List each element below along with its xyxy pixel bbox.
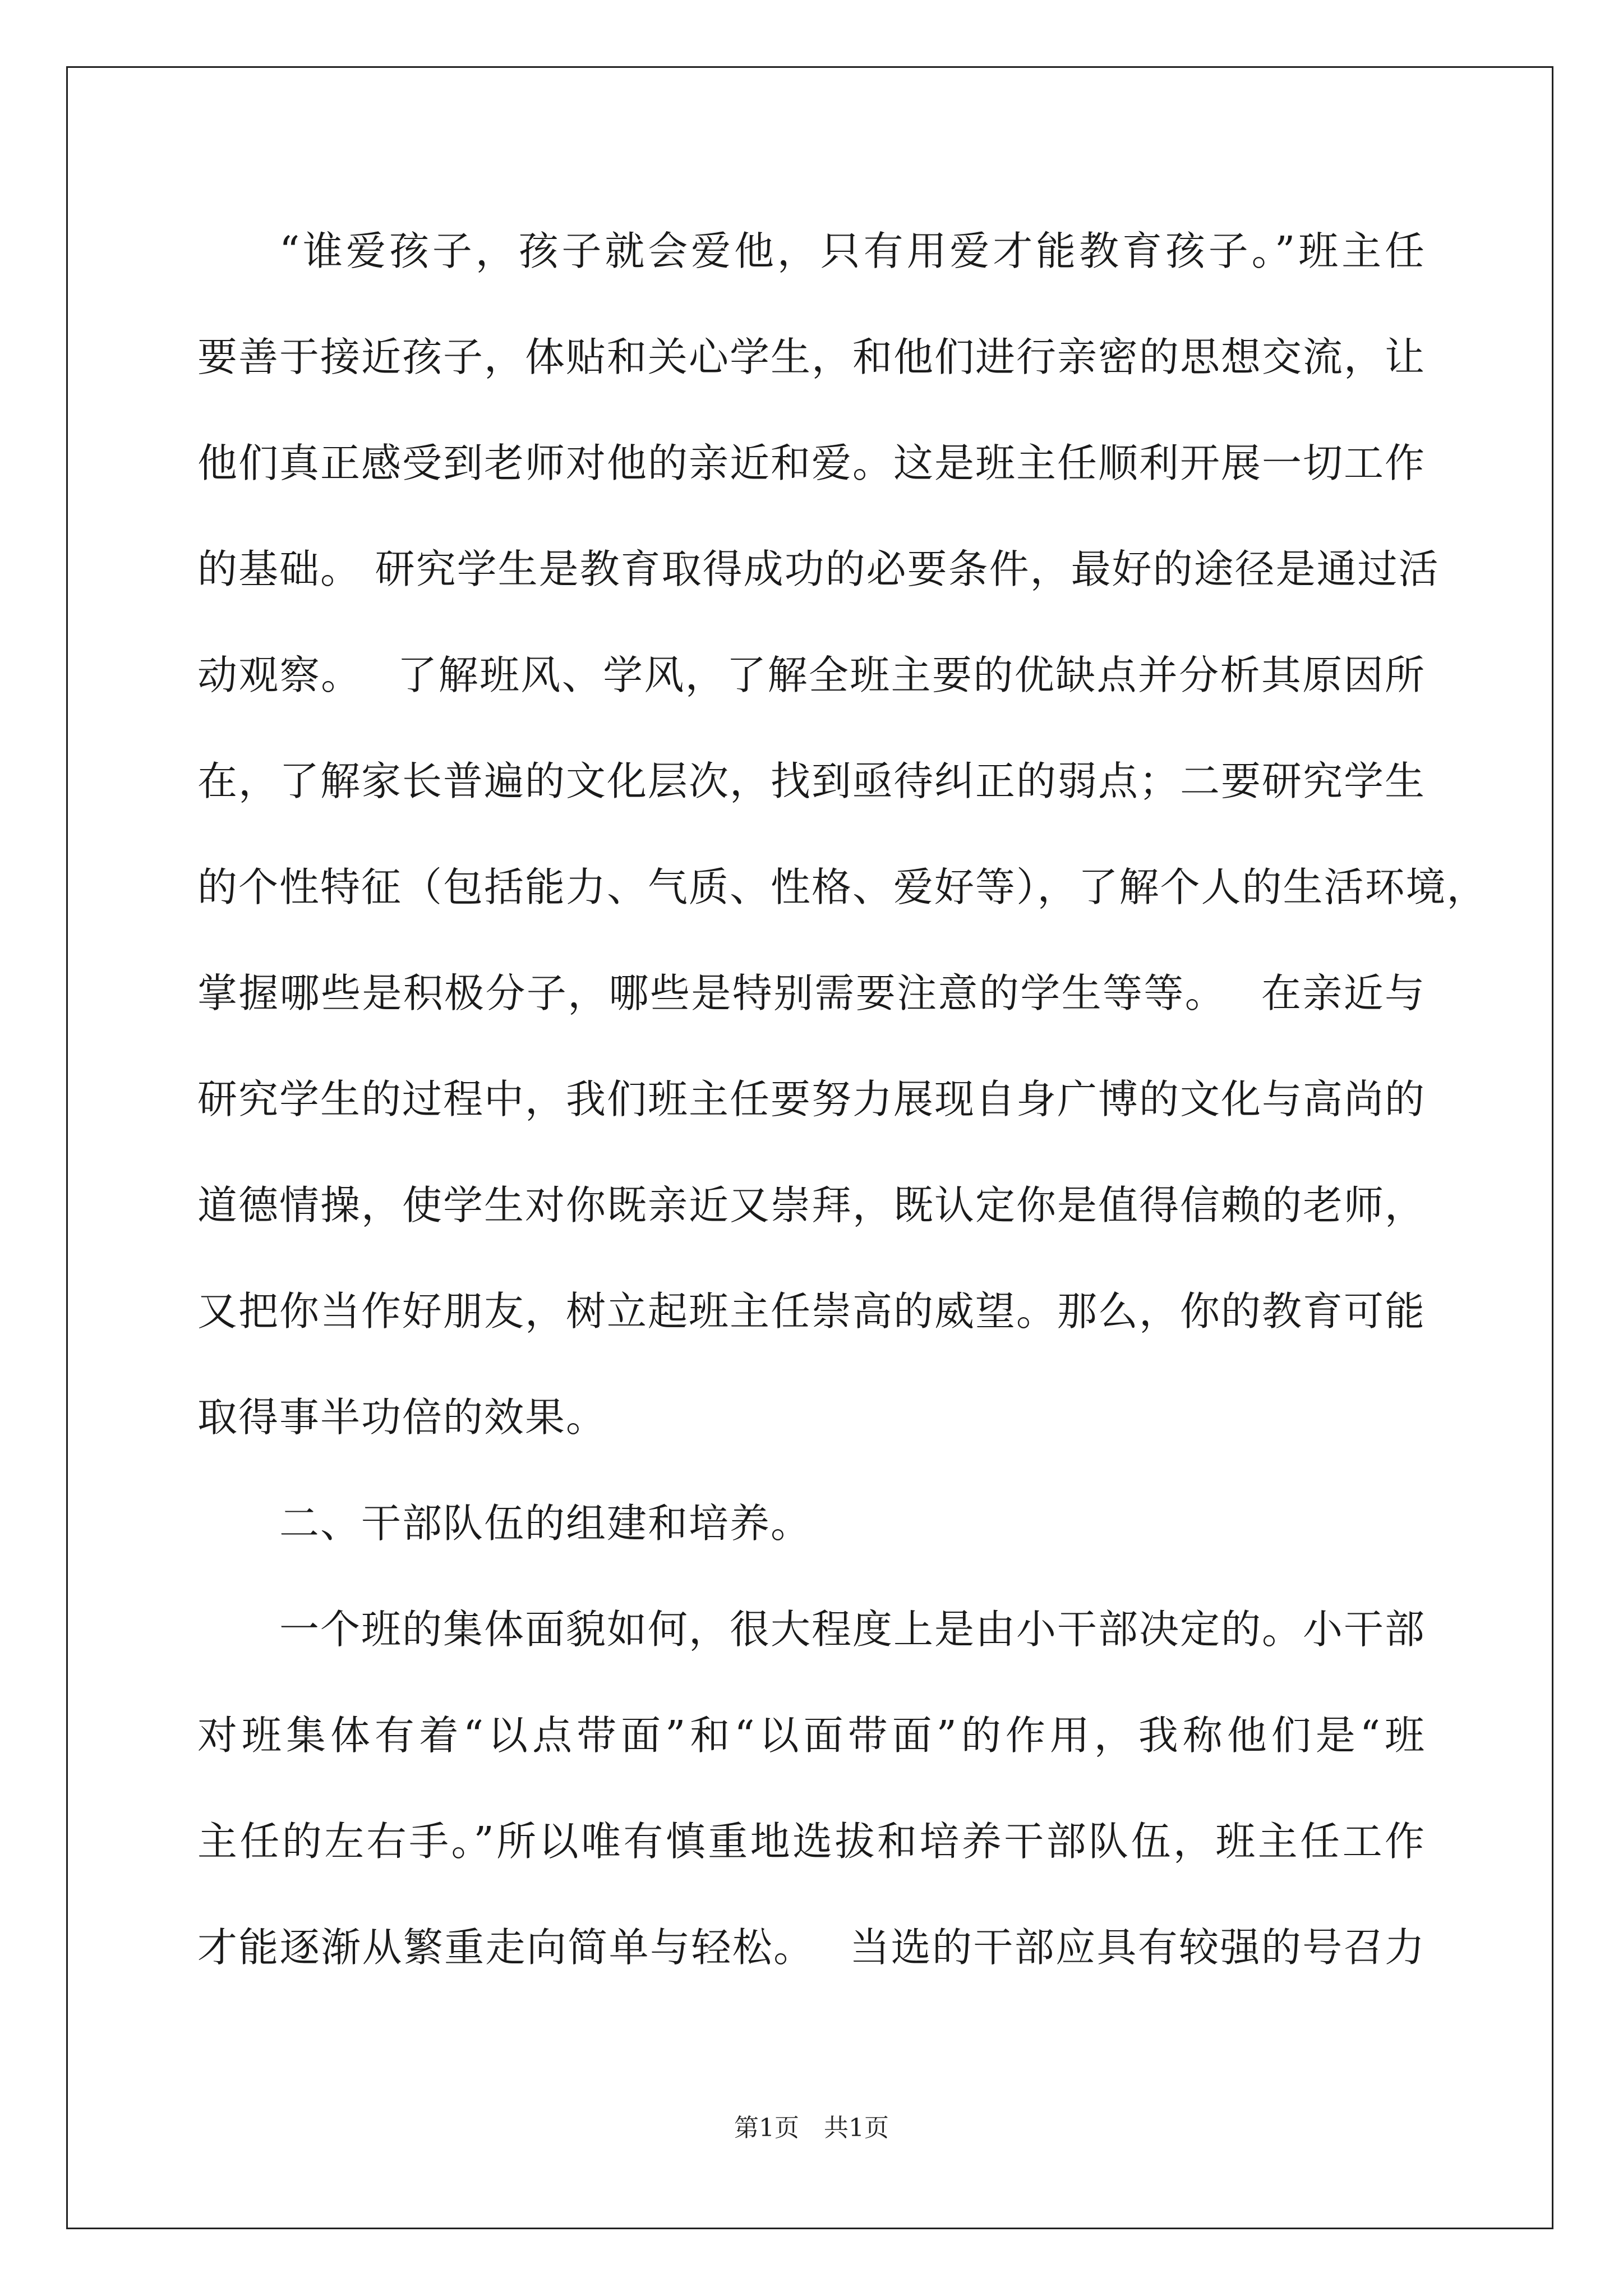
paragraph-line: 在，了解家长普遍的文化层次，找到亟待纠正的弱点；二要研究学生 xyxy=(197,758,1426,804)
paragraph-line: 取得事半功倍的效果。 xyxy=(197,1394,607,1441)
paragraph-line: 又把你当作好朋友，树立起班主任崇高的威望。那么，你的教育可能 xyxy=(197,1288,1426,1335)
page-border xyxy=(66,66,1553,2229)
page-footer: 第1页 共1页 xyxy=(734,2114,889,2142)
paragraph-line: 他们真正感受到老师对他的亲近和爱。这是班主任顺利开展一切工作 xyxy=(197,440,1426,486)
paragraph-line: 动观察。 了解班风、学风，了解全班主要的优缺点并分析其原因所 xyxy=(197,652,1426,698)
paragraph-line: “谁爱孩子，孩子就会爱他，只有用爱才能教育孩子。”班主任 xyxy=(279,228,1426,274)
paragraph-line: 的基础。 研究学生是教育取得成功的必要条件，最好的途径是通过活 xyxy=(197,546,1440,592)
paragraph-line: 的个性特征（包括能力、气质、性格、爱好等），了解个人的生活环境， xyxy=(197,864,1488,910)
paragraph-line: 主任的左右手。”所以唯有慎重地选拔和培养干部队伍，班主任工作 xyxy=(197,1818,1426,1865)
paragraph-line: 对班集体有着“以点带面”和“以面带面”的作用，我称他们是“班 xyxy=(197,1712,1426,1759)
paragraph-line: 掌握哪些是积极分子，哪些是特别需要注意的学生等等。 在亲近与 xyxy=(197,970,1426,1016)
paragraph-line: 研究学生的过程中，我们班主任要努力展现自身广博的文化与高尚的 xyxy=(197,1076,1426,1122)
paragraph-line: 要善于接近孩子，体贴和关心学生，和他们进行亲密的思想交流，让 xyxy=(197,334,1426,380)
section-heading: 二、干部队伍的组建和培养。 xyxy=(279,1500,812,1547)
paragraph-line: 才能逐渐从繁重走向简单与轻松。 当选的干部应具有较强的号召力 xyxy=(197,1924,1426,1971)
paragraph-line: 道德情操，使学生对你既亲近又崇拜，既认定你是值得信赖的老师， xyxy=(197,1182,1426,1228)
paragraph-line: 一个班的集体面貌如何，很大程度上是由小干部决定的。小干部 xyxy=(279,1606,1426,1653)
